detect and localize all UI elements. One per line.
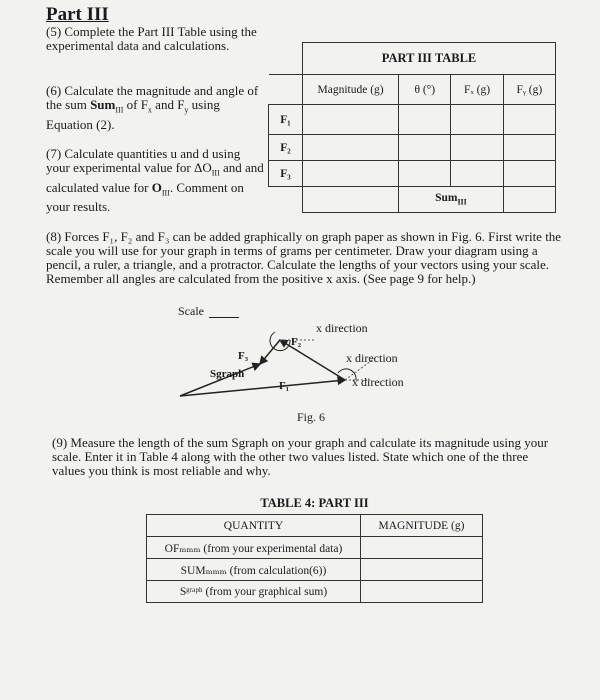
part3-table [268,42,556,213]
table4-row-sgraph: Sᵍʳᵃᵖʰ (from your graphical sum) [147,581,361,603]
part3-row-sum [399,187,504,213]
part3-row-f3: F₃ [269,161,303,187]
part3-col-magnitude: Magnitude (g) [303,75,399,105]
q6-sum-sub: III [115,105,124,115]
q6-sum: Sum [90,97,116,112]
label-f3: F₃ [238,350,249,362]
part3-col-fx: Fₓ (g) [451,75,503,105]
part3-cell[interactable] [503,161,555,187]
q7-sub-1: III [211,168,220,178]
q7-text-c: and and calculated value for [46,160,264,195]
part3-col-fy: Fᵧ (g) [503,75,555,105]
part3-cell[interactable] [399,105,451,135]
part3-cell[interactable] [303,161,399,187]
q7-text-f: . Comment on your results. [46,179,244,215]
part3-cell[interactable] [451,135,503,161]
q6-text-h: using Equation (2). [46,97,220,132]
part3-cell[interactable] [503,105,555,135]
label-dir-2: x direction [346,351,398,365]
part3-row-f2: F₂ [269,135,303,161]
table4-col-quantity: QUANTITY [147,515,361,537]
q6-text-d: of F [123,97,148,112]
table4-cell[interactable] [361,581,483,603]
part-heading: Part III [46,4,109,25]
table4-row-of3: OFₘₘₘ (from your experimental data) [147,537,361,559]
q6-text-f: and F [151,97,185,112]
question-8: (8) Forces F₁, F₂ and F₃ can be added graphically on graph paper as shown in Fig. 6. First write the scale you will use for your graph in terms of grams per centimeter. Draw your diagram using a pencil, a ruler, a triangle, and a protractor. Calculate the lengths of your vectors using your scale. Remember all angles are calculated from the positive x axis. (See page 9 for help.) [46,229,562,286]
part3-sum-label: Sum [435,192,458,205]
angle-arc-1 [270,332,290,351]
f2-vector [280,340,345,380]
part3-cell[interactable] [503,135,555,161]
part3-cell[interactable] [451,161,503,187]
part3-corner [269,43,303,75]
label-f1: F₁ [279,380,290,392]
part3-cell[interactable] [451,105,503,135]
q7-text-a: (7) Calculate quantities u and d using your experimental value for ΔO [46,146,241,175]
label-sgraph: Sgraph [210,368,245,380]
scale-label: Scale [178,304,204,318]
figure-caption: Fig. 6 [297,410,326,424]
label-dir-1: x direction [316,321,368,335]
q7-o: O [151,179,162,195]
question-9: (9) Measure the length of the sum Sgraph on your graph and calculate its magnitude using your scale. Enter it in Table 4 along with the other two values listed. State which one of the three values you think is most reliable and why. [52,435,549,478]
question-7 [46,147,266,214]
table4-cell[interactable] [361,537,483,559]
part3-cell[interactable] [399,161,451,187]
part3-cell[interactable] [399,135,451,161]
part3-blank-head [269,75,303,105]
q6-fx-sub: x [147,105,152,115]
part3-table-title: PART III TABLE [303,43,556,75]
table4 [146,514,483,603]
q7-sub-2: III [161,188,170,198]
part3-sum-sub: III [457,197,467,207]
part3-blank-foot [269,187,303,213]
part3-cell[interactable] [303,187,399,213]
q6-text-a: (6) Calculate the magnitude and angle of the sum [46,83,259,112]
table4-cell[interactable] [361,559,483,581]
part3-cell[interactable] [303,105,399,135]
f1-vector [180,380,345,396]
label-f2: F₂ [291,336,302,348]
table4-row-sum3: SUMₘₘₘ (from calculation(6)) [147,559,361,581]
label-dir-3: x direction [352,375,404,389]
q6-fy-sub: y [184,105,189,115]
question-5: (5) Complete the Part III Table using the experimental data and calculations. [46,24,257,53]
part3-row-f1: F₁ [269,105,303,135]
part3-cell[interactable] [303,135,399,161]
question-6 [46,84,266,132]
table4-col-magnitude: MAGNITUDE (g) [361,515,483,537]
table4-title: TABLE 4: PART III [260,496,369,510]
part3-cell[interactable] [503,187,555,213]
part3-col-theta: θ (°) [399,75,451,105]
